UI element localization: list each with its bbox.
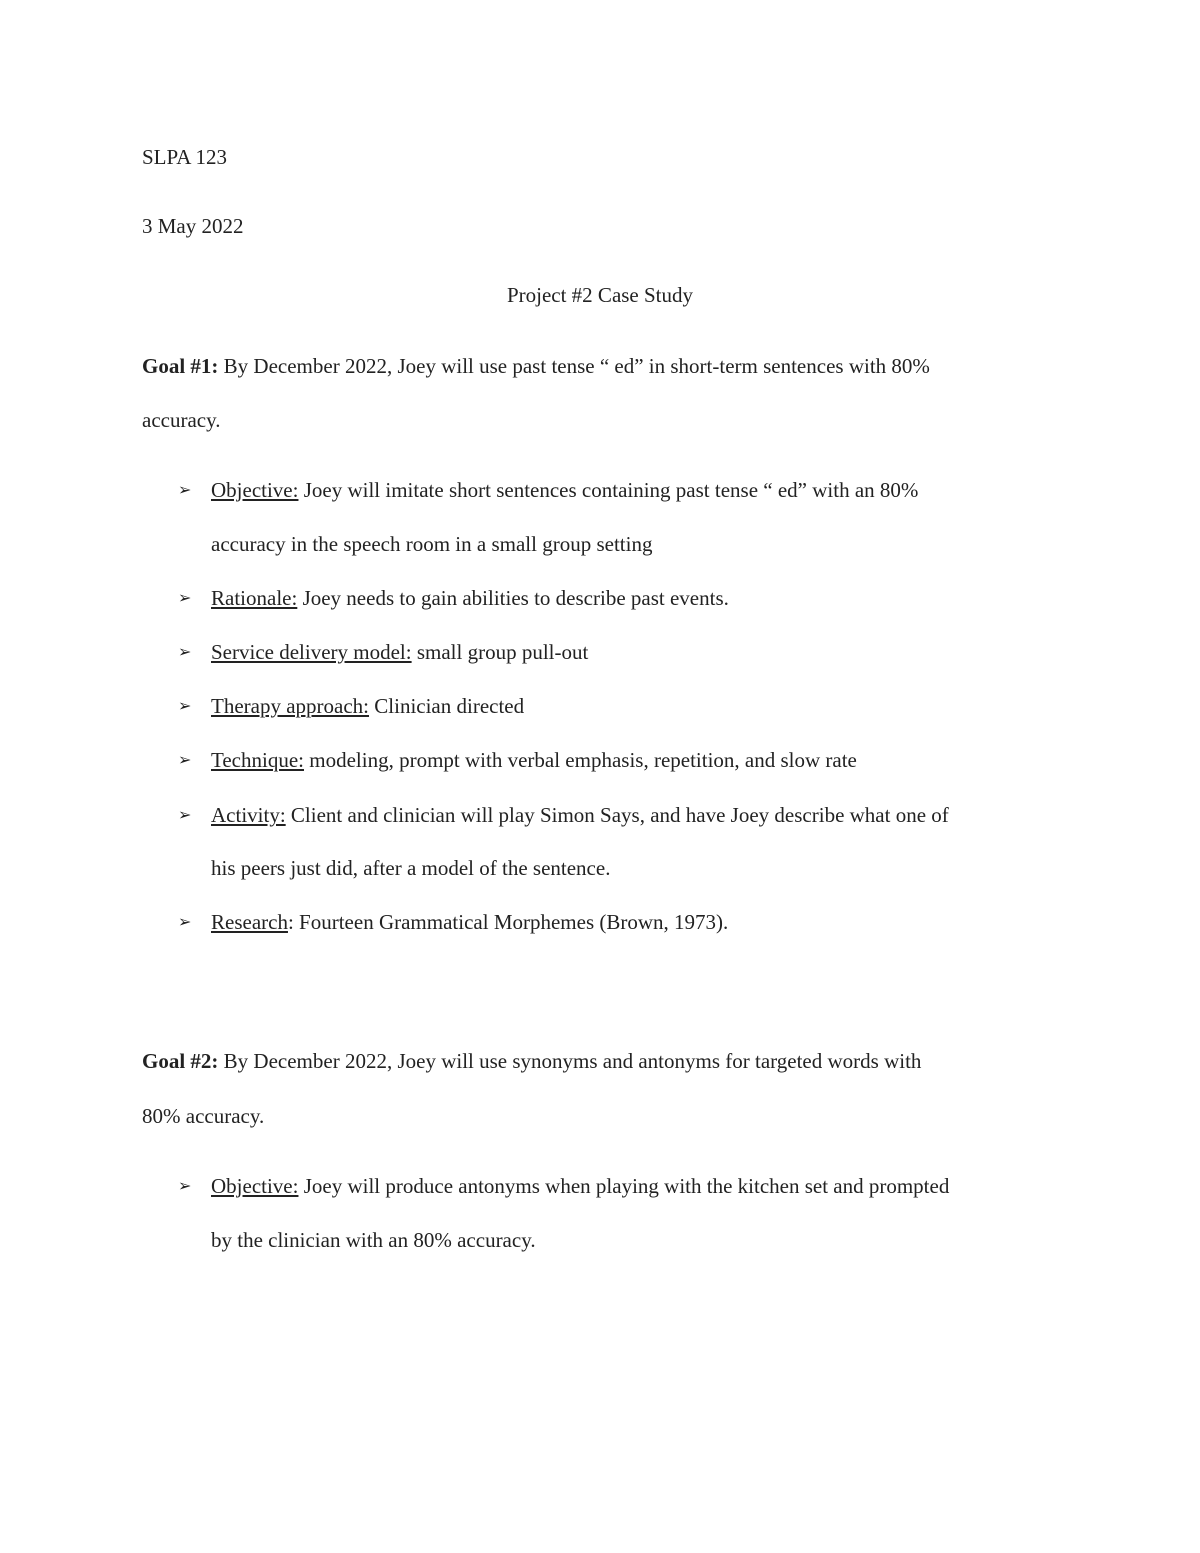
goal-1-label: Goal #1: — [142, 354, 219, 378]
goal-1-objective-continued: accuracy in the speech room in a small group setting — [211, 532, 653, 556]
course-name: SLPA 123 — [142, 145, 228, 169]
goal-2-heading — [142, 1049, 921, 1073]
goal-1-activity — [211, 803, 949, 827]
item-label: Therapy approach: — [211, 694, 370, 718]
item-text: small group pull-out — [411, 640, 589, 664]
goal-1-text-continued: accuracy. — [142, 408, 221, 432]
goal-2-text-continued: 80% accuracy. — [142, 1104, 265, 1128]
item-text: Client and clinician will play Simon Says, and have Joey describe what one of — [285, 803, 949, 827]
bullet-arrow-icon: ➢ — [178, 696, 192, 715]
goal-2-label: Goal #2: — [142, 1049, 219, 1073]
goal-1-activity-continued: his peers just did, after a model of the sentence. — [211, 856, 611, 880]
document-title: Project #2 Case Study — [506, 283, 694, 307]
item-label: Service delivery model: — [211, 640, 412, 664]
item-text: Joey will produce antonyms when playing with the kitchen set and prompted — [298, 1174, 950, 1198]
item-label: Objective: — [211, 1174, 299, 1198]
goal-1-rationale — [211, 586, 729, 610]
goal-1-service-delivery — [211, 640, 588, 664]
goal-2-objective-continued: by the clinician with an 80% accuracy. — [211, 1228, 536, 1252]
goal-1-therapy-approach — [211, 694, 524, 718]
item-text: Clinician directed — [369, 694, 525, 718]
document-date: 3 May 2022 — [142, 214, 244, 238]
item-label: Technique: — [211, 748, 304, 772]
goal-1-research — [211, 910, 728, 934]
goal-1-heading — [142, 354, 930, 378]
item-label: Activity: — [211, 803, 286, 827]
bullet-arrow-icon: ➢ — [178, 912, 192, 931]
item-text: : Fourteen Grammatical Morphemes (Brown, 1973). — [287, 910, 729, 934]
item-text: Joey will imitate short sentences containing past tense “ ed” with an 80% — [298, 478, 919, 502]
item-text: modeling, prompt with verbal emphasis, repetition, and slow rate — [304, 748, 857, 772]
goal-1-text: By December 2022, Joey will use past tense “ ed” in short-term sentences with 80% — [218, 354, 930, 378]
item-text: Joey needs to gain abilities to describe past events. — [297, 586, 729, 610]
item-label: Rationale: — [211, 586, 298, 610]
bullet-arrow-icon: ➢ — [178, 805, 192, 824]
bullet-arrow-icon: ➢ — [178, 588, 192, 607]
bullet-arrow-icon: ➢ — [178, 750, 192, 769]
goal-1-objective — [211, 478, 918, 502]
goal-1-technique — [211, 748, 857, 772]
bullet-arrow-icon: ➢ — [178, 1176, 192, 1195]
item-label: Research — [211, 910, 288, 934]
goal-2-text: By December 2022, Joey will use synonyms and antonyms for targeted words with — [218, 1049, 922, 1073]
item-label: Objective: — [211, 478, 299, 502]
goal-2-objective — [211, 1174, 949, 1198]
bullet-arrow-icon: ➢ — [178, 480, 192, 499]
bullet-arrow-icon: ➢ — [178, 642, 192, 661]
